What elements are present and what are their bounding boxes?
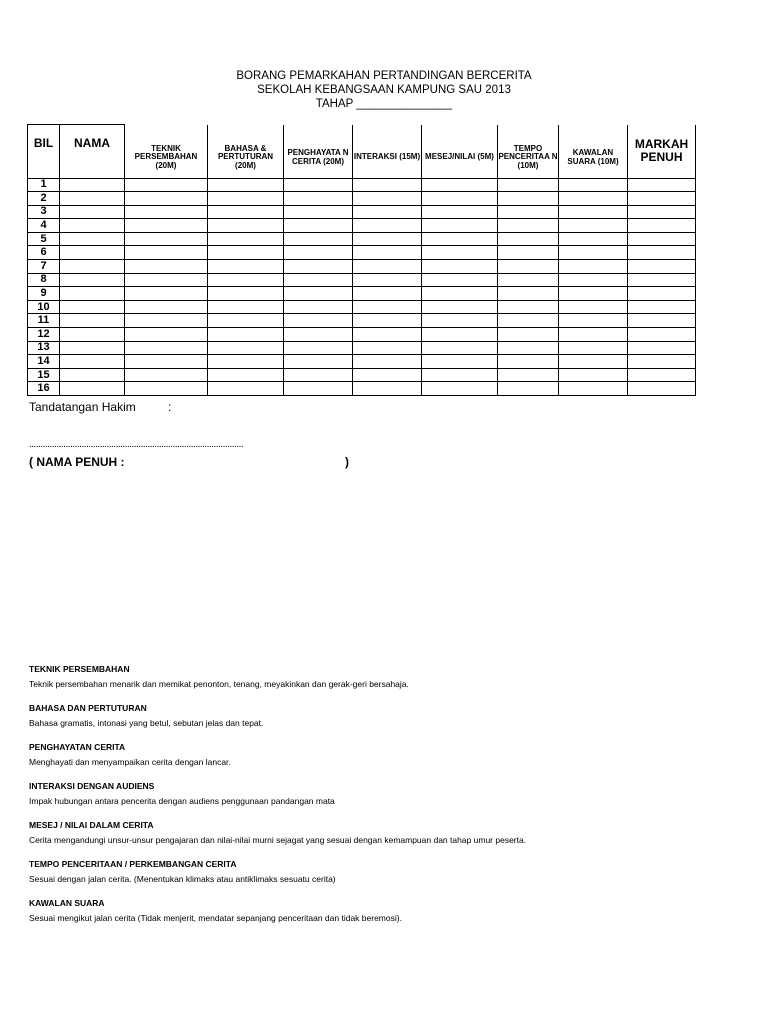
criterion-description: Sesuai dengan jalan cerita. (Menentukan klimaks atau antiklimaks sesuatu cerita) <box>29 874 336 884</box>
score-cell <box>284 341 353 355</box>
header-nama: NAMA <box>60 125 125 179</box>
score-cell <box>422 192 498 206</box>
score-cell <box>422 219 498 233</box>
header-interaksi: INTERAKSI (15M) <box>353 125 422 179</box>
score-cell <box>628 178 696 192</box>
table-row <box>28 219 696 233</box>
row-number: 14 <box>28 355 60 369</box>
score-cell <box>559 368 628 382</box>
score-cell <box>60 368 125 382</box>
score-cell <box>498 287 559 301</box>
score-cell <box>125 178 208 192</box>
score-cell <box>284 232 353 246</box>
score-cell <box>125 232 208 246</box>
score-cell <box>498 205 559 219</box>
table-row <box>28 192 696 206</box>
criterion-title: TEKNIK PERSEMBAHAN <box>29 664 130 674</box>
table-row <box>28 300 696 314</box>
score-cell <box>60 341 125 355</box>
score-cell <box>559 287 628 301</box>
score-cell <box>353 300 422 314</box>
table-row <box>28 178 696 192</box>
criterion-description: Impak hubungan antara pencerita dengan audiens penggunaan pandangan mata <box>29 796 335 806</box>
score-cell <box>125 205 208 219</box>
table-row <box>28 205 696 219</box>
row-number: 16 <box>28 382 60 396</box>
row-number: 1 <box>28 178 60 192</box>
score-cell <box>422 382 498 396</box>
score-cell <box>353 368 422 382</box>
score-cell <box>60 246 125 260</box>
score-cell <box>125 328 208 342</box>
score-cell <box>284 328 353 342</box>
score-cell <box>559 232 628 246</box>
score-cell <box>422 368 498 382</box>
score-cell <box>284 355 353 369</box>
table-row <box>28 355 696 369</box>
score-cell <box>559 219 628 233</box>
full-name-label: ( NAMA PENUH : <box>29 455 125 469</box>
score-cell <box>60 355 125 369</box>
score-cell <box>498 300 559 314</box>
score-cell <box>125 246 208 260</box>
criterion-item <box>29 703 749 729</box>
row-number: 6 <box>28 246 60 260</box>
header-kawalan-suara: KAWALAN SUARA (10M) <box>559 125 628 179</box>
score-cell <box>498 246 559 260</box>
score-cell <box>60 382 125 396</box>
criterion-description: Menghayati dan menyampaikan cerita dengan lancar. <box>29 757 231 767</box>
score-cell <box>284 273 353 287</box>
criterion-title: TEMPO PENCERITAAN / PERKEMBANGAN CERITA <box>29 859 237 869</box>
criterion-item <box>29 820 749 846</box>
score-cell <box>125 192 208 206</box>
score-cell <box>208 273 284 287</box>
criterion-item <box>29 781 749 807</box>
score-cell <box>498 219 559 233</box>
score-cell <box>60 232 125 246</box>
header-bil: BIL <box>28 125 60 179</box>
header-teknik-persembahan: TEKNIK PERSEMBAHAN (20M) <box>125 125 208 179</box>
score-cell <box>498 355 559 369</box>
header-mesej-nilai: MESEJ/NILAI (5M) <box>422 125 498 179</box>
score-cell <box>422 287 498 301</box>
header-markah-penuh: MARKAH PENUH <box>628 125 696 179</box>
score-cell <box>125 382 208 396</box>
score-cell <box>353 205 422 219</box>
row-number: 15 <box>28 368 60 382</box>
full-name-close-paren: ) <box>345 455 349 469</box>
score-cell <box>498 314 559 328</box>
score-cell <box>628 300 696 314</box>
score-cell <box>628 219 696 233</box>
score-cell <box>125 273 208 287</box>
score-cell <box>60 314 125 328</box>
score-cell <box>353 246 422 260</box>
score-cell <box>498 328 559 342</box>
score-cell <box>498 273 559 287</box>
score-cell <box>628 368 696 382</box>
score-cell <box>60 287 125 301</box>
row-number: 10 <box>28 300 60 314</box>
score-cell <box>125 341 208 355</box>
score-cell <box>559 246 628 260</box>
score-cell <box>422 300 498 314</box>
score-cell <box>628 314 696 328</box>
score-cell <box>208 314 284 328</box>
row-number: 11 <box>28 314 60 328</box>
row-number: 2 <box>28 192 60 206</box>
score-cell <box>498 192 559 206</box>
table-row <box>28 246 696 260</box>
score-cell <box>353 232 422 246</box>
form-title: BORANG PEMARKAHAN PERTANDINGAN BERCERITA <box>236 70 532 82</box>
criterion-item <box>29 664 749 690</box>
score-cell <box>628 287 696 301</box>
score-cell <box>208 341 284 355</box>
header-bahasa-pertuturan: BAHASA & PERTUTURAN (20M) <box>208 125 284 179</box>
score-table <box>27 124 696 396</box>
score-cell <box>422 341 498 355</box>
score-cell <box>284 368 353 382</box>
criterion-title: PENGHAYATAN CERITA <box>29 742 126 752</box>
score-cell <box>284 192 353 206</box>
score-cell <box>284 219 353 233</box>
criterion-description: Cerita mengandungi unsur-unsur pengajaran dan nilai-nilai murni sejagat yang sesuai dengan kemampuan dan tahap umur peserta. <box>29 835 527 845</box>
score-cell <box>422 328 498 342</box>
score-cell <box>559 178 628 192</box>
score-cell <box>353 178 422 192</box>
score-cell <box>422 232 498 246</box>
score-cell <box>559 192 628 206</box>
score-cell <box>628 260 696 274</box>
score-cell <box>208 355 284 369</box>
score-cell <box>628 382 696 396</box>
form-heading <box>0 69 768 111</box>
score-cell <box>208 205 284 219</box>
table-row <box>28 341 696 355</box>
header-tempo-penceritaan: TEMPO PENCERITAA N (10M) <box>498 125 559 179</box>
table-row <box>28 232 696 246</box>
criterion-title: BAHASA DAN PERTUTURAN <box>29 703 147 713</box>
score-cell <box>125 219 208 233</box>
score-cell <box>208 246 284 260</box>
score-cell <box>559 355 628 369</box>
score-cell <box>125 260 208 274</box>
score-cell <box>60 178 125 192</box>
table-header-row <box>28 125 696 179</box>
criterion-title: INTERAKSI DENGAN AUDIENS <box>29 781 155 791</box>
full-name-line <box>29 455 349 469</box>
score-cell <box>353 273 422 287</box>
level-line: TAHAP _______________ <box>315 98 453 110</box>
score-cell <box>208 328 284 342</box>
score-cell <box>628 355 696 369</box>
score-cell <box>208 260 284 274</box>
score-cell <box>60 328 125 342</box>
score-cell <box>284 260 353 274</box>
row-number: 9 <box>28 287 60 301</box>
criterion-description: Teknik persembahan menarik dan memikat penonton, tenang, meyakinkan dan gerak-geri bersahaja. <box>29 679 409 689</box>
score-cell <box>208 300 284 314</box>
score-cell <box>125 368 208 382</box>
score-cell <box>559 382 628 396</box>
score-cell <box>284 287 353 301</box>
table-row <box>28 382 696 396</box>
score-cell <box>353 355 422 369</box>
score-cell <box>422 273 498 287</box>
score-cell <box>628 273 696 287</box>
table-row <box>28 260 696 274</box>
score-cell <box>559 273 628 287</box>
score-cell <box>628 328 696 342</box>
score-cell <box>60 219 125 233</box>
score-cell <box>284 205 353 219</box>
judge-signature-line <box>29 400 172 414</box>
score-cell <box>284 178 353 192</box>
score-cell <box>125 287 208 301</box>
score-cell <box>125 300 208 314</box>
score-cell <box>422 314 498 328</box>
row-number: 12 <box>28 328 60 342</box>
score-cell <box>628 192 696 206</box>
score-cell <box>498 382 559 396</box>
score-cell <box>60 192 125 206</box>
score-cell <box>628 232 696 246</box>
score-cell <box>208 219 284 233</box>
score-cell <box>422 260 498 274</box>
judge-signature-colon: : <box>168 400 172 414</box>
criterion-title: MESEJ / NILAI DALAM CERITA <box>29 820 154 830</box>
criterion-description: Bahasa gramatis, intonasi yang betul, sebutan jelas dan tepat. <box>29 718 264 728</box>
score-cell <box>60 205 125 219</box>
score-cell <box>284 300 353 314</box>
score-cell <box>208 368 284 382</box>
score-cell <box>60 300 125 314</box>
score-cell <box>353 328 422 342</box>
score-cell <box>208 178 284 192</box>
row-number: 5 <box>28 232 60 246</box>
score-cell <box>208 192 284 206</box>
criterion-item <box>29 859 749 885</box>
row-number: 7 <box>28 260 60 274</box>
header-penghayatan-cerita: PENGHAYATA N CERITA (20M) <box>284 125 353 179</box>
score-cell <box>422 205 498 219</box>
table-row <box>28 273 696 287</box>
score-cell <box>353 219 422 233</box>
score-cell <box>498 178 559 192</box>
score-cell <box>422 355 498 369</box>
score-cell <box>422 246 498 260</box>
score-cell <box>284 382 353 396</box>
score-cell <box>498 232 559 246</box>
score-cell <box>422 178 498 192</box>
criterion-description: Sesuai mengikut jalan cerita (Tidak menjerit, mendatar sepanjang penceritaan dan tidak beremosi). <box>29 913 402 923</box>
criterion-item <box>29 742 749 768</box>
criterion-title: KAWALAN SUARA <box>29 898 105 908</box>
signature-dotted-line: .............................................................................................. <box>29 439 244 450</box>
score-cell <box>125 355 208 369</box>
score-cell <box>284 314 353 328</box>
score-cell <box>125 314 208 328</box>
score-cell <box>353 287 422 301</box>
table-row <box>28 328 696 342</box>
table-row <box>28 287 696 301</box>
score-cell <box>628 205 696 219</box>
score-cell <box>284 246 353 260</box>
score-cell <box>628 246 696 260</box>
table-row <box>28 314 696 328</box>
row-number: 13 <box>28 341 60 355</box>
score-cell <box>60 260 125 274</box>
score-cell <box>559 260 628 274</box>
score-cell <box>559 328 628 342</box>
score-cell <box>353 260 422 274</box>
row-number: 3 <box>28 205 60 219</box>
score-cell <box>559 300 628 314</box>
criterion-item <box>29 898 749 924</box>
table-row <box>28 368 696 382</box>
score-cell <box>353 192 422 206</box>
score-cell <box>498 260 559 274</box>
score-cell <box>498 341 559 355</box>
score-cell <box>353 382 422 396</box>
row-number: 8 <box>28 273 60 287</box>
score-cell <box>208 287 284 301</box>
score-cell <box>628 341 696 355</box>
score-cell <box>208 232 284 246</box>
row-number: 4 <box>28 219 60 233</box>
score-cell <box>498 368 559 382</box>
school-name: SEKOLAH KEBANGSAAN KAMPUNG SAU 2013 <box>257 84 511 96</box>
judge-signature-label: Tandatangan Hakim <box>29 400 136 414</box>
score-cell <box>559 314 628 328</box>
score-cell <box>60 273 125 287</box>
score-cell <box>208 382 284 396</box>
score-table-body <box>28 178 696 396</box>
criteria-list <box>29 664 749 937</box>
score-cell <box>559 205 628 219</box>
score-cell <box>559 341 628 355</box>
score-cell <box>353 314 422 328</box>
score-cell <box>353 341 422 355</box>
